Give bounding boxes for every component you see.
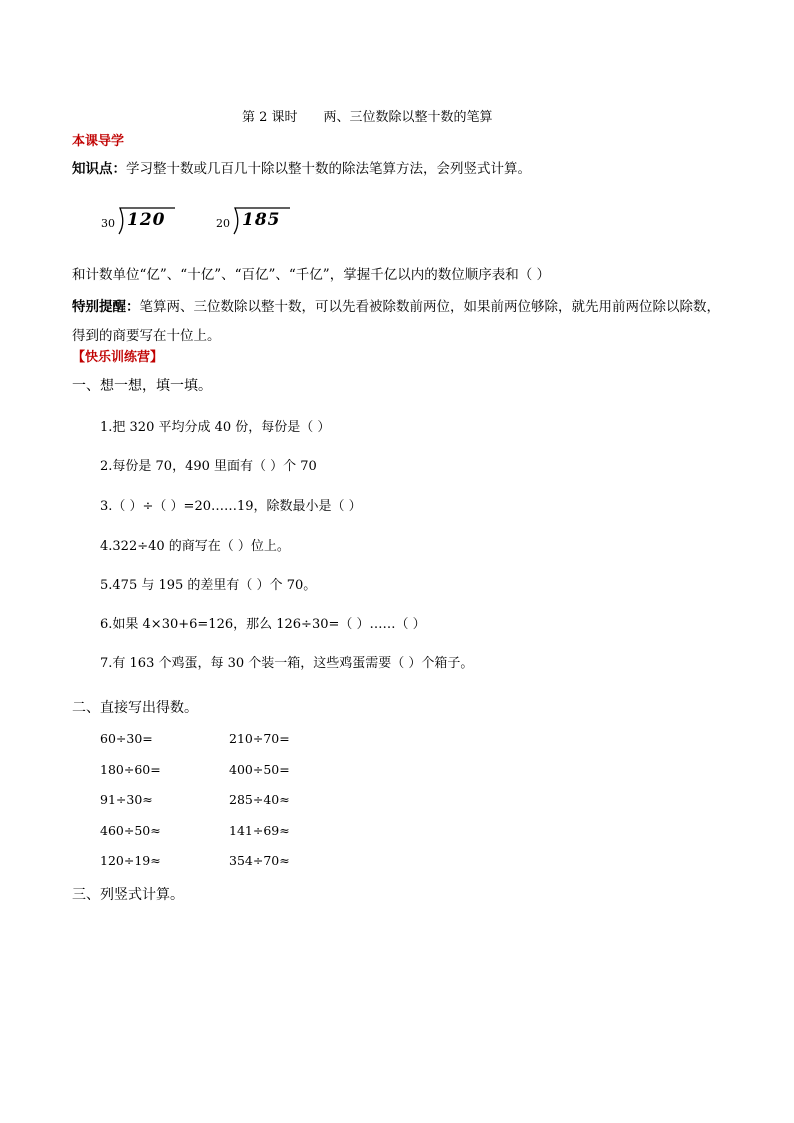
long-division-1 [101,206,181,236]
calc-item: 60÷30= [100,731,153,746]
dividend: 185 [242,210,281,230]
list-item: 2.每份是 70，490 里面有（ ）个 70 [100,459,317,474]
calc-item: 285÷40≈ [229,792,290,807]
lesson-number: 第 2 课时 [242,110,298,125]
calc-item: 354÷70≈ [229,853,290,868]
list-item: 1.把 320 平均分成 40 份，每份是（ ） [100,420,331,435]
list-item: 6.如果 4×30+6=126，那么 126÷30=（ ）……（ ） [100,617,426,632]
page-title [242,106,493,125]
divisor: 30 [101,217,115,230]
divisor: 20 [216,217,230,230]
list-item: 5.475 与 195 的差里有（ ）个 70。 [100,578,317,593]
knowledge-label: 知识点： [72,161,126,177]
calc-item: 141÷69≈ [229,823,290,838]
list-item: 4.322÷40 的商写在（ ）位上。 [100,539,290,554]
long-division-2 [216,206,296,236]
reminder-text: 笔算两、三位数除以整十数，可以先看被除数前两位，如果前两位够除，就先用前两位除以除数，得到的商要写在十位上。 [72,299,720,344]
section-3-title: 三、列竖式计算。 [72,887,184,903]
calc-item: 400÷50= [229,762,290,777]
knowledge-text: 学习整十数或几百几十除以整十数的除法笔算方法，会列竖式计算。 [126,161,531,177]
list-item: 3.（ ）÷（ ）=20……19，除数最小是（ ） [100,499,362,514]
reminder-label: 特别提醒： [72,299,140,315]
dividend: 120 [127,210,166,230]
special-reminder [72,293,732,351]
section-1-title: 一、想一想，填一填。 [72,378,212,394]
camp-heading: 【快乐训练营】 [72,350,164,365]
list-item: 7.有 163 个鸡蛋，每 30 个装一箱，这些鸡蛋需要（ ）个箱子。 [100,656,474,671]
section-2-title: 二、直接写出得数。 [72,700,198,716]
calc-item: 210÷70= [229,731,290,746]
calc-item: 180÷60= [100,762,161,777]
calc-item: 460÷50≈ [100,823,161,838]
units-text: 和计数单位“亿”、“十亿”、“百亿”、“千亿”，掌握千亿以内的数位顺序表和（ ） [72,267,551,283]
calc-item: 91÷30≈ [100,792,153,807]
lesson-topic: 两、三位数除以整十数的笔算 [323,110,493,125]
guide-heading: 本课导学 [72,134,125,149]
knowledge-point [72,159,531,179]
calc-item: 120÷19≈ [100,853,161,868]
